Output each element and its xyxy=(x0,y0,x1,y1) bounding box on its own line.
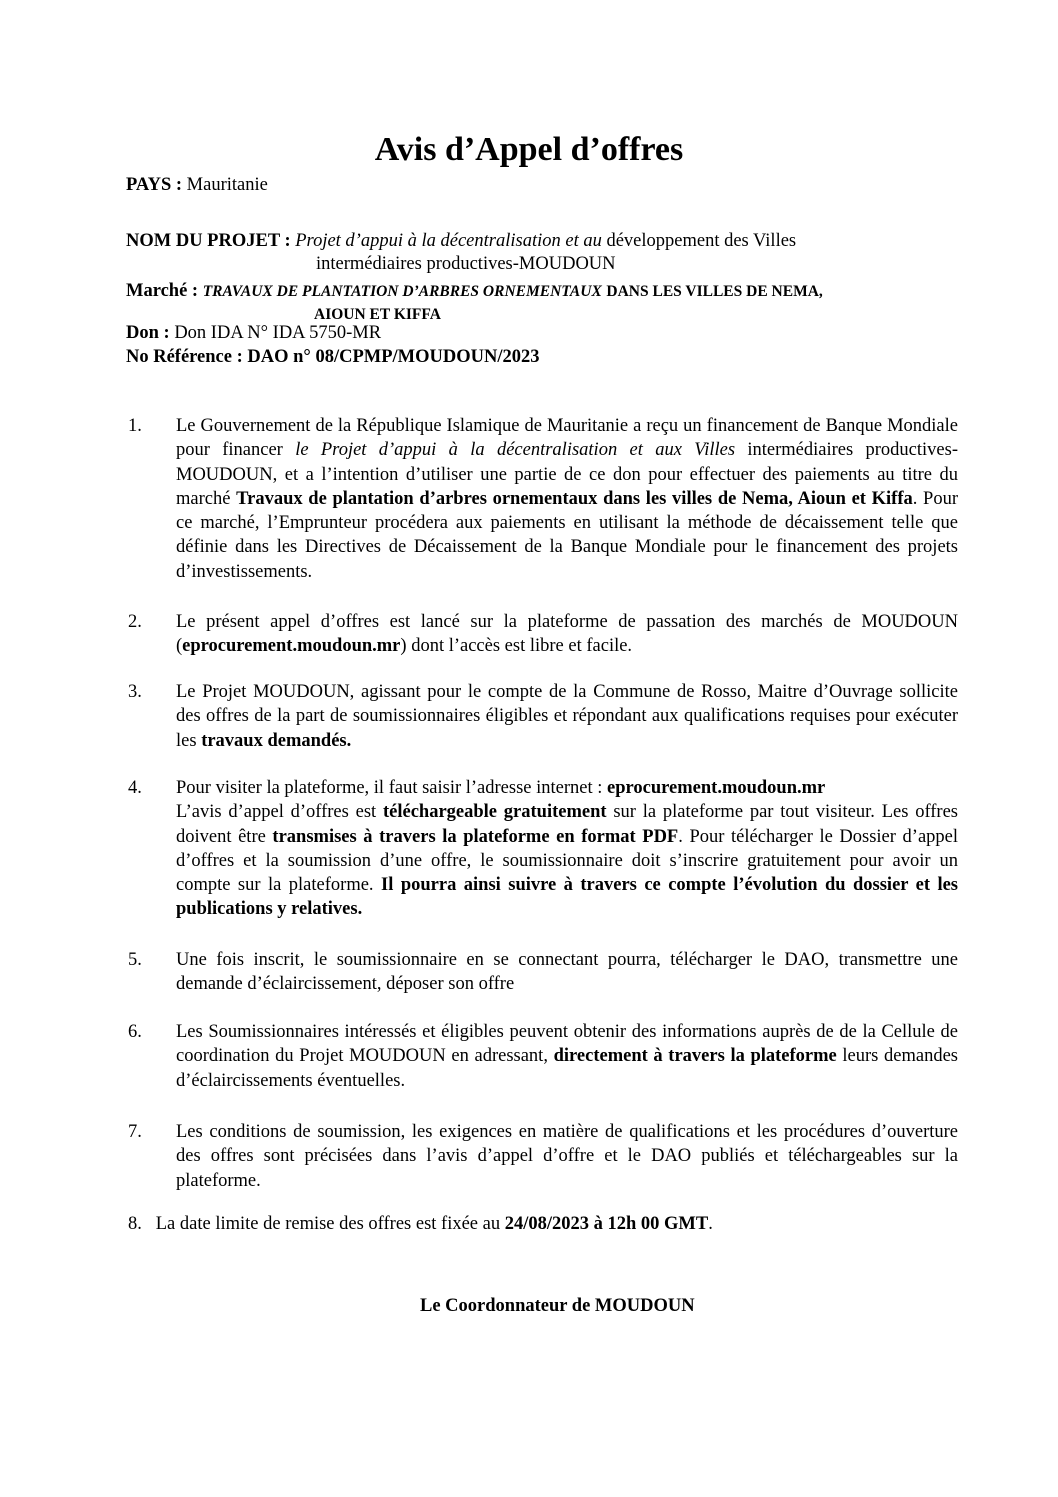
item-number: 1. xyxy=(128,416,142,436)
don-line xyxy=(126,322,946,345)
marche-label: Marché : xyxy=(126,281,199,301)
document-title: Avis d’Appel d’offres xyxy=(374,131,684,168)
projet-line2: intermédiaires productives-MOUDOUN xyxy=(316,254,616,274)
item-text-bold: Il pourra ainsi suivre à travers ce compte l’évolution du dossier et les publications y relatives. xyxy=(176,875,959,920)
item-number: 2. xyxy=(128,612,142,632)
item-text xyxy=(176,414,958,584)
item-number: 5. xyxy=(128,950,142,970)
item-text-bold: transmises à travers la plateforme en format PDF xyxy=(272,826,679,847)
item-text xyxy=(176,948,958,997)
marche-italic: TRAVAUX DE PLANTATION D’ARBRES ORNEMENTAUX xyxy=(202,283,602,300)
item-text xyxy=(176,1020,958,1093)
item-text-part: L’avis d’appel d’offres est xyxy=(176,802,383,823)
reference-line xyxy=(126,346,946,369)
platform-url: eprocurement.moudoun.mr xyxy=(182,636,401,657)
item-text xyxy=(176,1120,958,1193)
marche-line2: AIOUN ET KIFFA xyxy=(314,306,441,323)
projet-block xyxy=(126,230,946,276)
item-text-part: . Pour télécharger le Dossier d’appel d’offres et la soumission d’une offre, le soumissionnaire doit s’inscrire gratuitement pour avoir un compte sur la plateforme. xyxy=(176,826,958,896)
item-text-part: La date limite de remise des offres est fixée au xyxy=(155,1214,505,1234)
item-text-part: Pour visiter la plateforme, il faut saisir l’adresse internet : xyxy=(176,778,608,798)
item-number: 6. xyxy=(128,1022,142,1042)
item-text-part: ) dont l’accès est libre et facile. xyxy=(400,636,633,657)
pays-line xyxy=(126,174,946,197)
pays-label: PAYS : xyxy=(126,175,183,195)
item-text xyxy=(176,680,958,753)
item-text-italic: le Projet d’appui à la décentralisation et aux Villes xyxy=(295,440,736,461)
don-label: Don : xyxy=(126,323,170,343)
item-text-part: Les Soumissionnaires intéressés et éligibles peuvent obtenir des informations auprès de de la Cellule de coordination du Projet MOUDOUN en adressant, xyxy=(176,1022,958,1067)
item-text-part: Le présent appel d’offres est lancé sur la plateforme de passation des marchés de MOUDOUN ( xyxy=(176,612,958,657)
signature: Le Coordonnateur de MOUDOUN xyxy=(420,1296,695,1316)
item-text xyxy=(176,610,958,659)
item-text-part: Le Gouvernement de la République Islamique de Mauritanie a reçu un financement de Banque Mondiale pour financer xyxy=(176,416,958,461)
item-text xyxy=(176,776,958,922)
item-text-part: sur la plateforme par tout visiteur. Les offres doivent être xyxy=(176,802,959,847)
item-number: 8. xyxy=(128,1214,142,1234)
projet-italic: Projet d’appui à la décentralisation et au xyxy=(295,231,602,251)
item-text-bold: travaux demandés. xyxy=(201,730,352,751)
projet-rest: développement des Villes xyxy=(606,231,797,251)
list-item xyxy=(128,1214,958,1235)
item-text-part: intermédiaires productives-MOUDOUN, et a l’intention d’utiliser une partie de ce don pour effectuer des paiements au titre du marché xyxy=(176,440,958,509)
item-text-part: Le Projet MOUDOUN, agissant pour le compte de la Commune de Rosso, Maitre d’Ouvrage sollicite des offres de la part de soumissionnaires éligibles et répondant aux qualifications requises pour exécuter les xyxy=(176,682,958,751)
item-text-part: . Pour ce marché, l’Emprunteur procédera aux paiements en utilisant la méthode de décaissement telle que définie dans les Directives de Décaissement de la Banque Mondiale pour le financement des projets d’investissements. xyxy=(176,488,959,582)
item-text-bold: directement à travers la plateforme xyxy=(553,1046,837,1067)
ref-value: DAO n° 08/CPMP/MOUDOUN/2023 xyxy=(247,347,540,367)
item-text-part: . xyxy=(708,1214,713,1234)
item-text-part: leurs demandes d’éclaircissements éventuelles. xyxy=(176,1046,958,1091)
pays-value: Mauritanie xyxy=(186,175,268,195)
deadline: 24/08/2023 à 12h 00 GMT xyxy=(504,1214,709,1234)
projet-label: NOM DU PROJET : xyxy=(126,231,291,251)
item-text-part: Les conditions de soumission, les exigences en matière de qualifications et les procédures d’ouverture des offres sont précisées dans l’avis d’appel d’offre et le DAO publiés et téléchargeables sur la plateforme. xyxy=(176,1122,958,1191)
platform-url: eprocurement.moudoun.mr xyxy=(607,778,826,798)
item-number: 3. xyxy=(128,682,142,702)
item-number: 4. xyxy=(128,778,142,798)
marche-rest: DANS LES VILLES DE NEMA, xyxy=(606,283,823,300)
marche-block xyxy=(126,280,946,326)
item-number: 7. xyxy=(128,1122,142,1142)
ref-label: No Référence : xyxy=(126,347,243,367)
item-text-part: Une fois inscrit, le soumissionnaire en se connectant pourra, télécharger le DAO, transmettre une demande d’éclaircissement, déposer son offre xyxy=(176,950,958,995)
don-value: Don IDA N° IDA 5750-MR xyxy=(174,323,382,343)
item-text-bold: Travaux de plantation d’arbres ornementaux dans les villes de Nema, Aioun et Kiffa xyxy=(236,488,913,509)
item-text-bold: téléchargeable gratuitement xyxy=(382,802,607,823)
